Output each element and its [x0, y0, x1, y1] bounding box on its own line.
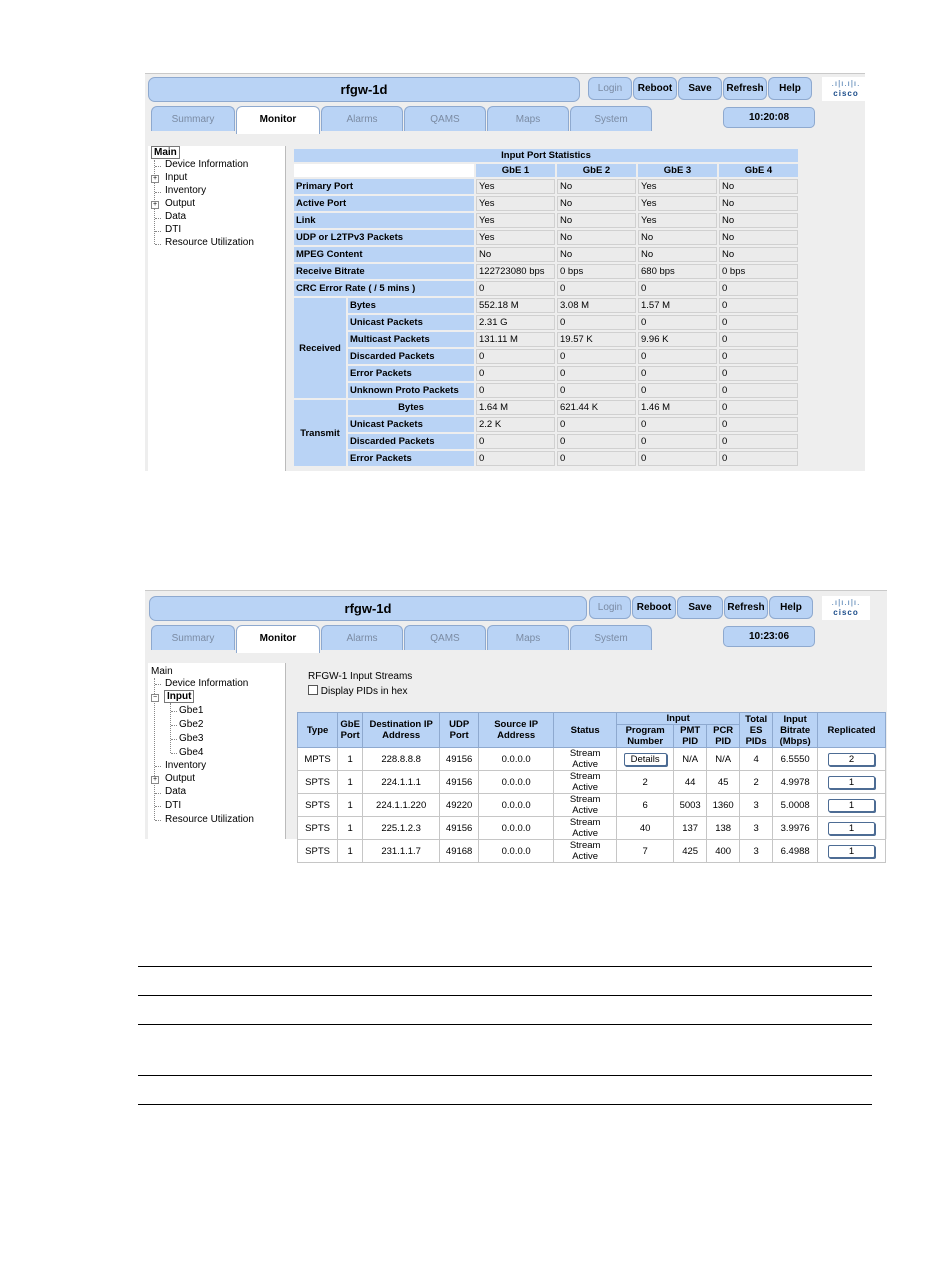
transmit-section-label: Transmit [294, 400, 346, 466]
hex-checkbox-label: Display PIDs in hex [320, 686, 408, 697]
table-row: Transmit Bytes 1.64 M 621.44 K 1.46 M 0 [294, 400, 798, 415]
table-row: Primary Port Yes No Yes No [294, 179, 798, 194]
tree-item-resource-utilization[interactable]: Resource Utilization [165, 814, 254, 825]
clock-display: 10:23:06 [723, 626, 815, 647]
refresh-button[interactable]: Refresh [723, 77, 767, 100]
tab-qams[interactable]: QAMS [404, 625, 486, 650]
tree-item-gbe2[interactable]: Gbe2 [179, 719, 204, 730]
screenshot-input-streams [145, 590, 887, 862]
reboot-button[interactable]: Reboot [633, 77, 677, 100]
table-caption: Input Port Statistics [294, 149, 798, 162]
input-streams-table [297, 712, 886, 863]
header-pcr-pid: PCR PID [707, 725, 740, 748]
tree-item-gbe4[interactable]: Gbe4 [179, 747, 204, 758]
table-row: SPTS 1 224.1.1.220 49220 0.0.0.0 Stream Active 6 5003 1360 3 5.0008 1 [298, 794, 886, 817]
expand-plus-icon[interactable]: + [152, 175, 158, 182]
table-rule [138, 1075, 872, 1076]
header-program-number: Program Number [617, 725, 674, 748]
table-row: CRC Error Rate ( / 5 mins ) 0 0 0 0 [294, 281, 798, 296]
replicated-button[interactable]: 1 [828, 776, 875, 789]
tree-item-input[interactable]: Input [165, 172, 188, 183]
cisco-logo: .ı|ı.ı|ı. cisco [822, 596, 870, 620]
table-row: Discarded Packets 0 0 0 0 [294, 349, 798, 364]
tree-item-resource-utilization[interactable]: Resource Utilization [165, 237, 254, 248]
header-input: Input [617, 713, 740, 725]
header-destination-ip: Destination IP Address [363, 713, 440, 748]
expand-plus-icon[interactable]: + [152, 776, 158, 783]
navigation-tree [148, 663, 286, 839]
save-button[interactable]: Save [677, 596, 723, 619]
tree-item-data[interactable]: Data [165, 786, 187, 797]
table-row: SPTS 1 231.1.1.7 49168 0.0.0.0 Stream Active 7 425 400 3 6.4988 1 [298, 840, 886, 863]
save-button[interactable]: Save [678, 77, 722, 100]
hex-checkbox-row [308, 685, 407, 697]
tab-system[interactable]: System [570, 625, 652, 650]
tree-item-inventory[interactable]: Inventory [165, 185, 207, 196]
device-title: rfgw-1d [149, 596, 587, 621]
login-button[interactable]: Login [589, 596, 631, 619]
column-header: GbE 1 [476, 164, 555, 177]
tree-item-device-information[interactable]: Device Information [165, 159, 249, 170]
tree-item-dti[interactable]: DTI [165, 800, 182, 811]
tree-item-gbe1[interactable]: Gbe1 [179, 705, 204, 716]
header-source-ip: Source IP Address [479, 713, 554, 748]
table-row: Discarded Packets 0 0 0 0 [294, 434, 798, 449]
table-rule [138, 1104, 872, 1105]
help-button[interactable]: Help [769, 596, 813, 619]
header-replicated: Replicated [818, 713, 886, 748]
refresh-button[interactable]: Refresh [724, 596, 768, 619]
table-rule [138, 1024, 872, 1025]
table-row: UDP or L2TPv3 Packets Yes No No No [294, 230, 798, 245]
replicated-button[interactable]: 1 [828, 822, 875, 835]
table-row: Unknown Proto Packets 0 0 0 0 [294, 383, 798, 398]
tab-qams[interactable]: QAMS [404, 106, 486, 131]
table-row: MPEG Content No No No No [294, 247, 798, 262]
table-row: Unicast Packets 2.2 K 0 0 0 [294, 417, 798, 432]
header-type: Type [298, 713, 338, 748]
column-header: GbE 2 [557, 164, 636, 177]
cisco-bars-icon: .ı|ı.ı|ı. [831, 598, 861, 607]
replicated-button[interactable]: 1 [828, 845, 875, 858]
table-row: Multicast Packets 131.11 M 19.57 K 9.96 K 0 [294, 332, 798, 347]
header-total-es-pids: Total ES PIDs [740, 713, 773, 748]
table-row: Received Bytes 552.18 M 3.08 M 1.57 M 0 [294, 298, 798, 313]
navigation-tree [148, 146, 286, 471]
tree-item-dti[interactable]: DTI [165, 224, 182, 235]
streams-title: RFGW-1 Input Streams [308, 671, 413, 682]
replicated-button[interactable]: 2 [828, 753, 875, 766]
table-row: Link Yes No Yes No [294, 213, 798, 228]
tab-alarms[interactable]: Alarms [321, 625, 403, 650]
cisco-bars-icon: .ı|ı.ı|ı. [831, 79, 861, 88]
table-rule [138, 966, 872, 967]
header-status: Status [554, 713, 617, 748]
help-button[interactable]: Help [768, 77, 812, 100]
tree-item-input[interactable]: Input [164, 690, 194, 703]
details-button[interactable]: Details [624, 753, 667, 766]
table-row: SPTS 1 224.1.1.1 49156 0.0.0.0 Stream Active 2 44 45 2 4.9978 1 [298, 771, 886, 794]
screenshot-input-port-statistics [145, 73, 865, 471]
tree-item-output[interactable]: Output [165, 773, 196, 784]
hex-checkbox[interactable] [308, 685, 318, 695]
column-header: GbE 3 [638, 164, 717, 177]
tree-item-data[interactable]: Data [165, 211, 187, 222]
table-row: Error Packets 0 0 0 0 [294, 366, 798, 381]
tree-item-device-information[interactable]: Device Information [165, 678, 249, 689]
header-pmt-pid: PMT PID [674, 725, 707, 748]
table-row: Error Packets 0 0 0 0 [294, 451, 798, 466]
tree-main[interactable]: Main [151, 146, 180, 159]
header-gbe-port: GbE Port [338, 713, 363, 748]
table-row: Receive Bitrate 122723080 bps 0 bps 680 bps 0 bps [294, 264, 798, 279]
login-button[interactable]: Login [588, 77, 632, 100]
table-row: MPTS 1 228.8.8.8 49156 0.0.0.0 Stream Active Details N/A N/A 4 6.5550 2 [298, 748, 886, 771]
table-rule [138, 995, 872, 996]
table-row: Active Port Yes No Yes No [294, 196, 798, 211]
tab-system[interactable]: System [570, 106, 652, 131]
tab-summary[interactable]: Summary [151, 106, 235, 131]
tab-maps[interactable]: Maps [487, 106, 569, 131]
reboot-button[interactable]: Reboot [632, 596, 676, 619]
table-row: Unicast Packets 2.31 G 0 0 0 [294, 315, 798, 330]
tab-alarms[interactable]: Alarms [321, 106, 403, 131]
received-section-label: Received [294, 298, 346, 398]
tab-monitor[interactable]: Monitor [236, 106, 320, 134]
tree-item-inventory[interactable]: Inventory [165, 760, 207, 771]
tree-item-gbe3[interactable]: Gbe3 [179, 733, 204, 744]
tab-monitor[interactable]: Monitor [236, 625, 320, 653]
collapse-minus-icon[interactable]: − [152, 694, 158, 701]
input-port-statistics-table [292, 147, 800, 468]
replicated-button[interactable]: 1 [828, 799, 875, 812]
table-row: SPTS 1 225.1.2.3 49156 0.0.0.0 Stream Active 40 137 138 3 3.9976 1 [298, 817, 886, 840]
clock-display: 10:20:08 [723, 107, 815, 128]
tab-maps[interactable]: Maps [487, 625, 569, 650]
cisco-logo: .ı|ı.ı|ı. cisco [822, 77, 870, 101]
header-input-bitrate: Input Bitrate (Mbps) [773, 713, 818, 748]
header-udp-port: UDP Port [440, 713, 479, 748]
tree-main[interactable]: Main [151, 666, 173, 677]
device-title: rfgw-1d [148, 77, 580, 102]
tree-item-output[interactable]: Output [165, 198, 196, 209]
tab-summary[interactable]: Summary [151, 625, 235, 650]
column-header: GbE 4 [719, 164, 798, 177]
expand-plus-icon[interactable]: + [152, 201, 158, 208]
